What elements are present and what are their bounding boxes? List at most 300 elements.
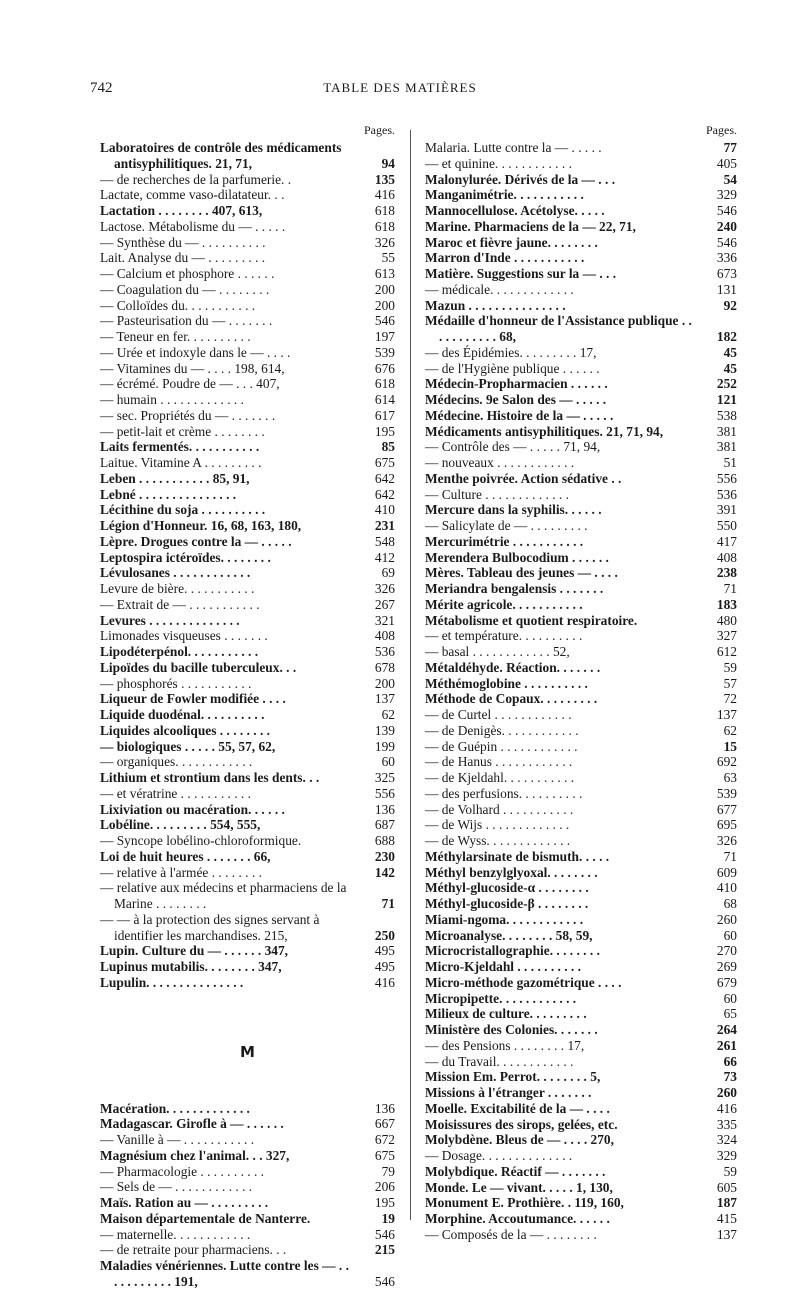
index-entry (425, 1054, 737, 1070)
entries-right (425, 140, 737, 1243)
index-entry (425, 959, 737, 975)
entry-page: 556 (374, 785, 395, 801)
index-entry (425, 802, 737, 818)
entry-text: — maternelle. . . . . . . . . . . . (100, 1226, 251, 1242)
entry-page: 264 (716, 1022, 737, 1037)
entry-page: 135 (374, 171, 395, 187)
entry-page: 63 (723, 770, 737, 785)
entry-text: — petit-lait et crème . . . . . . . . (100, 423, 265, 439)
entry-page: 538 (716, 407, 737, 423)
entry-page: 539 (374, 344, 395, 360)
entry-page: 77 (723, 140, 737, 155)
entry-text: — de Volhard . . . . . . . . . . . (425, 801, 574, 817)
entry-page: 200 (374, 281, 395, 297)
entry-text: Micropipette. . . . . . . . . . . . (425, 990, 577, 1006)
entry-text: Lithium et strontium dans les dents. . . (100, 770, 320, 785)
index-entry (100, 628, 395, 644)
entry-page: 71 (723, 848, 737, 864)
entry-page: 55 (381, 250, 395, 266)
entry-text: Madagascar. Girofle à — . . . . . . (100, 1116, 284, 1132)
entry-page: 240 (716, 218, 737, 234)
entry-page: 250 (374, 927, 395, 943)
index-entry (100, 802, 395, 818)
entry-text: Lactation . . . . . . . . 407, 613, (100, 203, 263, 218)
entry-text: Maïs. Ration au — . . . . . . . . . (100, 1195, 269, 1210)
entry-page: 417 (716, 533, 737, 549)
entry-page: 546 (716, 203, 737, 218)
index-entry (425, 235, 737, 251)
index-entry (100, 912, 395, 944)
entry-text: — Extrait de — . . . . . . . . . . . (100, 596, 260, 612)
entry-page: 65 (723, 1006, 737, 1022)
index-entry (100, 1211, 395, 1227)
index-entry (425, 644, 737, 660)
pages-label: Pages. (364, 123, 395, 137)
index-entry (100, 329, 395, 345)
entry-page: 672 (374, 1132, 395, 1147)
entry-text: Macération. . . . . . . . . . . . . (100, 1100, 250, 1116)
entry-text: Monument E. Prothière. . 119, 160, (425, 1195, 624, 1211)
entry-page: 667 (374, 1116, 395, 1132)
right-column (425, 120, 737, 1243)
entry-text: Méthyl-glucoside-α . . . . . . . . (425, 880, 589, 896)
entry-text: — humain . . . . . . . . . . . . . (100, 392, 244, 407)
entry-text: — nouveaux . . . . . . . . . . . . (425, 455, 575, 470)
entry-text: Microcristallographie. . . . . . . . (425, 943, 600, 959)
entry-page: 137 (716, 1226, 737, 1242)
index-entry (425, 203, 737, 219)
entries-m (100, 1101, 395, 1290)
index-entry (100, 203, 395, 219)
index-entry (100, 518, 395, 534)
entry-text: — Syncope lobélino-chloroformique. (100, 833, 302, 848)
entry-page: 215 (374, 1242, 395, 1258)
index-entry (100, 723, 395, 739)
entry-page: 556 (716, 470, 737, 486)
index-entry (100, 676, 395, 692)
entry-text: Mazun . . . . . . . . . . . . . . . (425, 297, 566, 313)
index-entry (100, 786, 395, 802)
index-entry (100, 424, 395, 440)
index-entry (100, 534, 395, 550)
entry-page: 329 (716, 1148, 737, 1163)
entry-page: 391 (716, 502, 737, 518)
entry-text: Leptospira ictéroïdes. . . . . . . . (100, 549, 271, 565)
entry-page: 261 (716, 1037, 737, 1053)
entry-text: — Synthèse du — . . . . . . . . . . (100, 234, 266, 250)
entry-text: Magnésium chez l'animal. . . 327, (100, 1147, 290, 1163)
index-entry (425, 1148, 737, 1164)
index-entry (425, 1227, 737, 1243)
index-entry (425, 833, 737, 849)
column-divider (410, 130, 411, 1220)
entry-text: — de Wyss. . . . . . . . . . . . . (425, 833, 571, 848)
index-entry (100, 1116, 395, 1132)
index-entry (425, 1038, 737, 1054)
entry-text: Moelle. Excitabilité de la — . . . . (425, 1100, 610, 1116)
index-entry (100, 172, 395, 188)
entry-text: Méthode de Copaux. . . . . . . . . (425, 691, 598, 707)
entry-text: — Coagulation du — . . . . . . . . (100, 281, 270, 297)
entry-page: 678 (374, 659, 395, 675)
entry-page: 546 (374, 1226, 395, 1242)
entry-text: Mercure dans la syphilis. . . . . . (425, 502, 602, 518)
index-entry (425, 770, 737, 786)
entry-text: Lupin. Culture du — . . . . . . 347, (100, 943, 289, 959)
index-entry (100, 1101, 395, 1117)
entry-text: — phosphorés . . . . . . . . . . . (100, 675, 252, 691)
entry-text: Lebné . . . . . . . . . . . . . . . (100, 486, 237, 502)
entry-page: 381 (716, 439, 737, 455)
entry-text: Médecin-Propharmacien . . . . . . (425, 376, 608, 392)
entry-page: 642 (374, 486, 395, 502)
index-entry (425, 172, 737, 188)
index-entry (100, 392, 395, 408)
entry-text: Méthyl benzylglyoxal. . . . . . . . (425, 864, 598, 880)
entry-page: 54 (723, 171, 737, 187)
entry-page: 613 (374, 266, 395, 281)
entry-text: Milieux de culture. . . . . . . . . (425, 1006, 587, 1022)
entry-page: 45 (723, 344, 737, 360)
entry-page: 539 (716, 785, 737, 801)
entry-page: 200 (374, 297, 395, 313)
entry-page: 68 (723, 896, 737, 911)
entry-page: 60 (381, 754, 395, 770)
index-entry (100, 1242, 395, 1258)
entry-text: Laitue. Vitamine A . . . . . . . . . (100, 455, 262, 470)
section-letter: M (240, 1042, 255, 1061)
entry-text: — Composés de la — . . . . . . . . (425, 1226, 597, 1242)
entry-page: 60 (723, 990, 737, 1006)
index-entry (100, 644, 395, 660)
entry-page: 60 (723, 927, 737, 943)
entry-text: Mérite agricole. . . . . . . . . . . (425, 596, 583, 612)
index-entry (100, 691, 395, 707)
entry-page: 675 (374, 455, 395, 470)
index-entry (100, 345, 395, 361)
entry-text: Morphine. Accoutumance. . . . . . (425, 1211, 610, 1226)
index-entry (425, 392, 737, 408)
index-entry (425, 345, 737, 361)
entry-page: 131 (716, 281, 737, 297)
entry-page: 324 (716, 1132, 737, 1148)
entry-text: — de Denigès. . . . . . . . . . . . (425, 722, 579, 738)
index-entry (100, 361, 395, 377)
index-entry (100, 502, 395, 518)
entry-text: — Pharmacologie . . . . . . . . . . (100, 1163, 265, 1179)
entry-page: 85 (381, 439, 395, 455)
entry-text: — de Guépin . . . . . . . . . . . . (425, 738, 578, 754)
entry-page: 546 (374, 1273, 395, 1289)
entry-page: 183 (716, 596, 737, 612)
index-entry (425, 865, 737, 881)
index-entry (425, 376, 737, 392)
index-entry (425, 1101, 737, 1117)
entry-page: 692 (716, 754, 737, 770)
entry-page: 260 (716, 911, 737, 927)
index-entry (100, 298, 395, 314)
entry-page: 408 (716, 549, 737, 565)
entry-text: Métabolisme et quotient respiratoire. (425, 612, 638, 628)
index-entry (100, 1132, 395, 1148)
entry-text: — de l'Hygiène publique . . . . . . (425, 360, 600, 376)
entry-text: Mannocellulose. Acétolyse. . . . . (425, 203, 605, 218)
entry-page: 618 (374, 376, 395, 392)
entry-page: 416 (374, 974, 395, 990)
index-entry (100, 1179, 395, 1195)
entry-page: 335 (716, 1116, 737, 1132)
index-entry (425, 408, 737, 424)
entry-page: 642 (374, 470, 395, 486)
entry-page: 546 (716, 234, 737, 250)
entry-page: 137 (374, 691, 395, 707)
entry-text: Liquides alcooliques . . . . . . . . (100, 722, 271, 738)
entry-page: 410 (374, 502, 395, 518)
entry-text: Lipoïdes du bacille tuberculeux. . . (100, 659, 297, 675)
entry-page: 329 (716, 187, 737, 203)
entry-page: 326 (374, 234, 395, 250)
entry-page: 252 (716, 376, 737, 392)
entry-text: — de Wijs . . . . . . . . . . . . . (425, 817, 570, 833)
entry-page: 412 (374, 549, 395, 565)
entry-text: Lait. Analyse du — . . . . . . . . . (100, 250, 266, 266)
entry-page: 62 (381, 707, 395, 722)
index-entry (425, 1195, 737, 1211)
entry-text: Maroc et fièvre jaune. . . . . . . . (425, 234, 598, 250)
entry-page: 73 (723, 1069, 737, 1085)
index-entry (425, 676, 737, 692)
index-entry (100, 865, 395, 881)
entry-text: Leben . . . . . . . . . . . 85, 91, (100, 470, 250, 486)
entry-page: 495 (374, 943, 395, 959)
entry-page: 536 (374, 644, 395, 659)
entry-text: Légion d'Honneur. 16, 68, 163, 180, (100, 518, 302, 533)
index-entry (425, 691, 737, 707)
index-entry (425, 597, 737, 613)
index-entry (425, 1211, 737, 1227)
entry-text: Méthyl-glucoside-β . . . . . . . . (425, 896, 589, 911)
index-entry (100, 282, 395, 298)
entry-text: Mères. Tableau des jeunes — . . . . (425, 565, 618, 581)
entry-text: Monde. Le — vivant. . . . . 1, 130, (425, 1179, 613, 1195)
entry-text: Lixiviation ou macération. . . . . . (100, 801, 285, 817)
entry-text: — Vanille à — . . . . . . . . . . . (100, 1132, 255, 1147)
entry-page: 480 (716, 612, 737, 628)
index-entry (425, 896, 737, 912)
entry-text: — Culture . . . . . . . . . . . . . (425, 486, 569, 502)
entry-text: Lobéline. . . . . . . . . 554, 555, (100, 817, 261, 833)
entry-page: 416 (374, 187, 395, 203)
entry-page: 605 (716, 1179, 737, 1195)
index-entry (425, 1069, 737, 1085)
entry-page: 267 (374, 596, 395, 612)
entry-text: — Calcium et phosphore . . . . . . (100, 266, 275, 281)
index-entry (425, 975, 737, 991)
entry-page: 548 (374, 533, 395, 549)
entry-page: 546 (374, 313, 395, 329)
index-entry (425, 487, 737, 503)
page-number: 742 (90, 80, 113, 96)
entry-page: 238 (716, 565, 737, 581)
index-entry (425, 455, 737, 471)
entry-text: Liqueur de Fowler modifiée . . . . (100, 691, 286, 707)
entry-page: 200 (374, 675, 395, 691)
index-entry (425, 943, 737, 959)
index-entry (425, 250, 737, 266)
index-entry (425, 1180, 737, 1196)
entry-page: 408 (374, 628, 395, 644)
entry-text: Mission Em. Perrot. . . . . . . . 5, (425, 1069, 601, 1085)
entry-text: Médicaments antisyphilitiques. 21, 71, 94, (425, 423, 664, 439)
index-entry (425, 817, 737, 833)
index-entry (100, 581, 395, 597)
index-entry (425, 880, 737, 896)
entry-page: 618 (374, 218, 395, 234)
entry-page: 270 (716, 943, 737, 959)
index-entry (425, 282, 737, 298)
index-entry (100, 1258, 395, 1290)
entry-text: — — à la protection des signes servant à identifier les marchandises. 215, (100, 911, 320, 943)
entry-page: 381 (716, 423, 737, 439)
entry-page: 695 (716, 817, 737, 833)
entry-text: — Contrôle des — . . . . . 71, 94, (425, 439, 601, 455)
entry-page: 137 (716, 707, 737, 722)
index-entry (425, 849, 737, 865)
entry-text: — médicale. . . . . . . . . . . . . (425, 281, 574, 297)
entry-text: Matière. Suggestions sur la — . . . (425, 266, 617, 281)
entry-text: Lipodéterpénol. . . . . . . . . . . (100, 644, 259, 659)
entry-text: — et température. . . . . . . . . . (425, 628, 583, 644)
entry-page: 410 (716, 880, 737, 896)
index-entry (425, 786, 737, 802)
index-entry (100, 817, 395, 833)
entry-text: Liquide duodénal. . . . . . . . . . (100, 707, 265, 722)
entry-page: 618 (374, 203, 395, 218)
entry-text: — écrémé. Poudre de — . . . 407, (100, 376, 280, 392)
index-entry (100, 1227, 395, 1243)
entry-text: Missions à l'étranger . . . . . . . (425, 1085, 592, 1100)
index-entry (425, 534, 737, 550)
entry-page: 325 (374, 770, 395, 785)
index-entry (425, 739, 737, 755)
entry-text: Médecine. Histoire de la — . . . . . (425, 407, 614, 423)
entry-text: — des Pensions . . . . . . . . 17, (425, 1037, 585, 1053)
entry-page: 495 (374, 959, 395, 974)
entry-text: — basal . . . . . . . . . . . . 52, (425, 644, 570, 659)
index-entry (425, 266, 737, 282)
entry-page: 182 (716, 329, 737, 344)
index-entry (425, 1117, 737, 1133)
entry-page: 72 (723, 691, 737, 707)
entry-page: 326 (716, 833, 737, 848)
index-entry (100, 849, 395, 865)
entry-page: 195 (374, 1195, 395, 1210)
index-entry (100, 487, 395, 503)
index-entry (100, 943, 395, 959)
index-entry (100, 565, 395, 581)
entry-text: Merendera Bulbocodium . . . . . . (425, 549, 609, 565)
entry-text: Malonylurée. Dérivés de la — . . . (425, 171, 616, 187)
entry-text: Marine. Pharmaciens de la — 22, 71, (425, 218, 636, 234)
entry-page: 687 (374, 817, 395, 833)
entry-text: — Teneur en fer. . . . . . . . . . (100, 329, 251, 344)
running-title: TABLE DES MATIÈRES (323, 80, 477, 95)
entry-text: Lèpre. Drogues contre la — . . . . . (100, 533, 292, 549)
entry-text: Méthylarsinate de bismuth. . . . . (425, 848, 610, 864)
entry-text: Lactate, comme vaso-dilatateur. . . (100, 187, 285, 203)
entry-page: 139 (374, 722, 395, 738)
index-entry (100, 550, 395, 566)
entry-text: — Urée et indoxyle dans le — . . . . (100, 344, 291, 360)
entry-text: — des Épidémies. . . . . . . . . 17, (425, 344, 597, 360)
entry-text: Lévulosanes . . . . . . . . . . . . (100, 565, 251, 581)
entry-page: 57 (723, 675, 737, 691)
entry-page: 66 (723, 1053, 737, 1069)
index-entry (100, 455, 395, 471)
entry-text: — Pasteurisation du — . . . . . . . (100, 313, 273, 329)
entry-text: — Sels de — . . . . . . . . . . . . (100, 1179, 253, 1195)
index-entry (425, 1006, 737, 1022)
index-entry (425, 565, 737, 581)
entry-text: — Salicylate de — . . . . . . . . . (425, 518, 588, 533)
entry-text: Levure de bière. . . . . . . . . . . (100, 581, 255, 596)
index-entry (425, 424, 737, 440)
index-entry (425, 156, 737, 172)
index-entry (425, 628, 737, 644)
entry-text: — biologiques . . . . . 55, 57, 62, (100, 738, 276, 754)
entry-page: 71 (723, 581, 737, 596)
entry-page: 612 (716, 644, 737, 659)
index-entry (425, 991, 737, 1007)
index-entry (425, 361, 737, 377)
entry-page: 676 (374, 360, 395, 376)
entry-text: — des perfusions. . . . . . . . . . (425, 785, 583, 801)
index-entry (100, 707, 395, 723)
entry-page: 142 (374, 864, 395, 880)
entry-text: Méthémoglobine . . . . . . . . . . (425, 675, 588, 691)
index-entry (425, 928, 737, 944)
index-entry (425, 723, 737, 739)
index-entry (100, 1195, 395, 1211)
index-entry (100, 408, 395, 424)
entry-text: Lupinus mutabilis. . . . . . . . 347, (100, 959, 282, 974)
index-entry (425, 550, 737, 566)
entry-text: Métaldéhyde. Réaction. . . . . . . (425, 659, 601, 675)
entry-text: Loi de huit heures . . . . . . . 66, (100, 848, 271, 864)
index-entry (425, 219, 737, 235)
entry-text: Laits fermentés. . . . . . . . . . . (100, 439, 260, 455)
entry-page: 69 (381, 565, 395, 581)
index-entry (100, 439, 395, 455)
entry-text: Micro-méthode gazométrique . . . . (425, 974, 622, 990)
entry-text: Menthe poivrée. Action sédative . . (425, 470, 622, 486)
entry-text: — de recherches de la parfumerie. . (100, 171, 292, 187)
index-entry (425, 1132, 737, 1148)
index-entry (100, 739, 395, 755)
entry-page: 327 (716, 628, 737, 644)
index-entry (100, 313, 395, 329)
entry-text: Mercurimétrie . . . . . . . . . . . (425, 533, 584, 549)
index-entry (425, 660, 737, 676)
entry-page: 94 (381, 155, 395, 171)
entry-page: 45 (723, 360, 737, 376)
entry-text: — et vératrine . . . . . . . . . . . (100, 785, 251, 801)
index-entry (425, 1164, 737, 1180)
entry-text: — de Curtel . . . . . . . . . . . . (425, 707, 572, 722)
entry-page: 19 (381, 1210, 395, 1226)
entry-page: 260 (716, 1085, 737, 1100)
entry-page: 230 (374, 848, 395, 864)
